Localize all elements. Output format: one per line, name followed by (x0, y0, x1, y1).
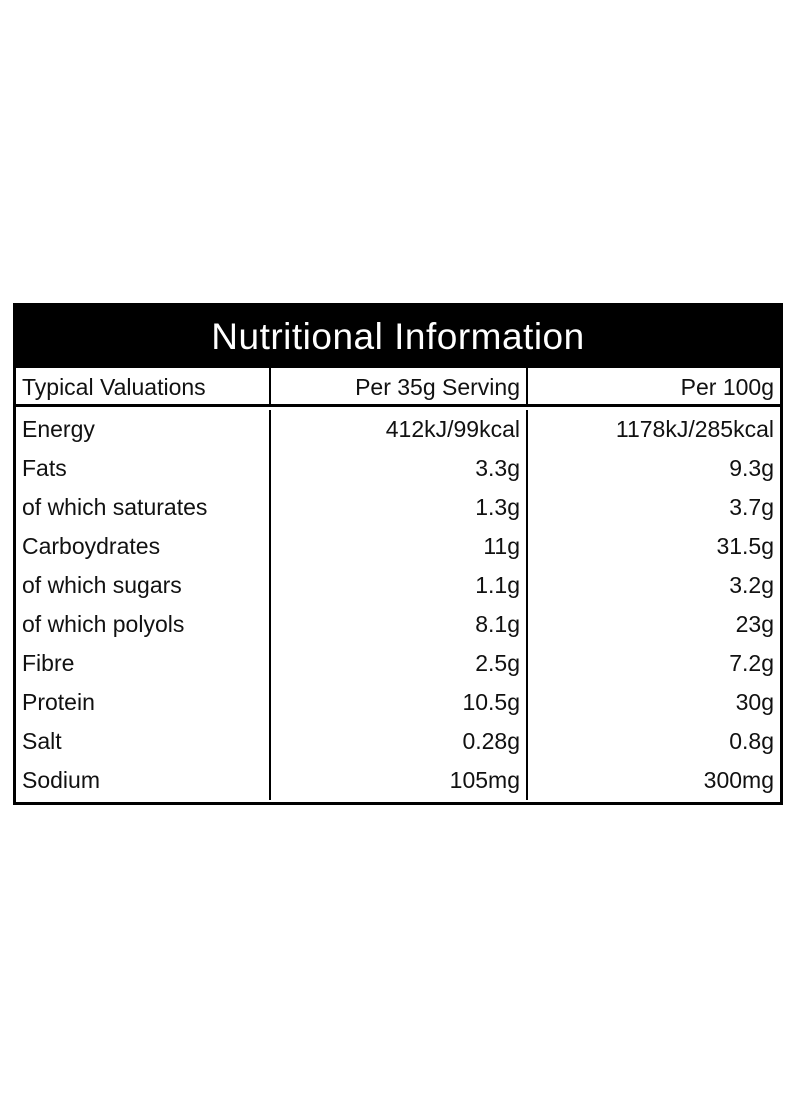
row-per-100g: 7.2g (729, 650, 774, 676)
nutrition-table (13, 303, 783, 805)
table-header-row (16, 368, 780, 407)
row-per-serving: 1.3g (271, 488, 528, 527)
row-label: Fats (16, 449, 271, 488)
row-per-100g: 3.7g (729, 494, 774, 520)
row-label: Protein (16, 683, 271, 722)
row-per-serving: 0.28g (271, 722, 528, 761)
row-per-serving: 2.5g (271, 644, 528, 683)
row-per-100g: 300mg (703, 767, 774, 793)
table-title: Nutritional Information (16, 306, 780, 368)
row-label: Salt (16, 722, 271, 761)
row-per-100g: 9.3g (729, 455, 774, 481)
row-label: of which saturates (16, 488, 271, 527)
row-label: of which sugars (16, 566, 271, 605)
row-label: Sodium (16, 761, 271, 800)
row-per-100g: 3.2g (729, 572, 774, 598)
row-per-serving: 105mg (271, 761, 528, 800)
row-per-serving: 8.1g (271, 605, 528, 644)
row-per-100g: 0.8g (729, 728, 774, 754)
row-label: Fibre (16, 644, 271, 683)
row-per-100g: 31.5g (716, 533, 774, 559)
header-per-serving: Per 35g Serving (271, 368, 528, 407)
row-label: of which polyols (16, 605, 271, 644)
row-label: Energy (16, 410, 271, 449)
row-per-serving: 1.1g (271, 566, 528, 605)
row-per-serving: 412kJ/99kcal (271, 410, 528, 449)
header-per-100g: Per 100g (528, 368, 780, 407)
row-per-100g: 30g (735, 689, 774, 715)
row-per-100g: 23g (735, 611, 774, 637)
row-per-100g: 1178kJ/285kcal (615, 416, 774, 442)
row-per-serving: 11g (271, 527, 528, 566)
row-per-serving: 10.5g (271, 683, 528, 722)
table-body (16, 407, 780, 802)
row-label: Carboydrates (16, 527, 271, 566)
header-label: Typical Valuations (16, 368, 271, 407)
row-per-serving: 3.3g (271, 449, 528, 488)
